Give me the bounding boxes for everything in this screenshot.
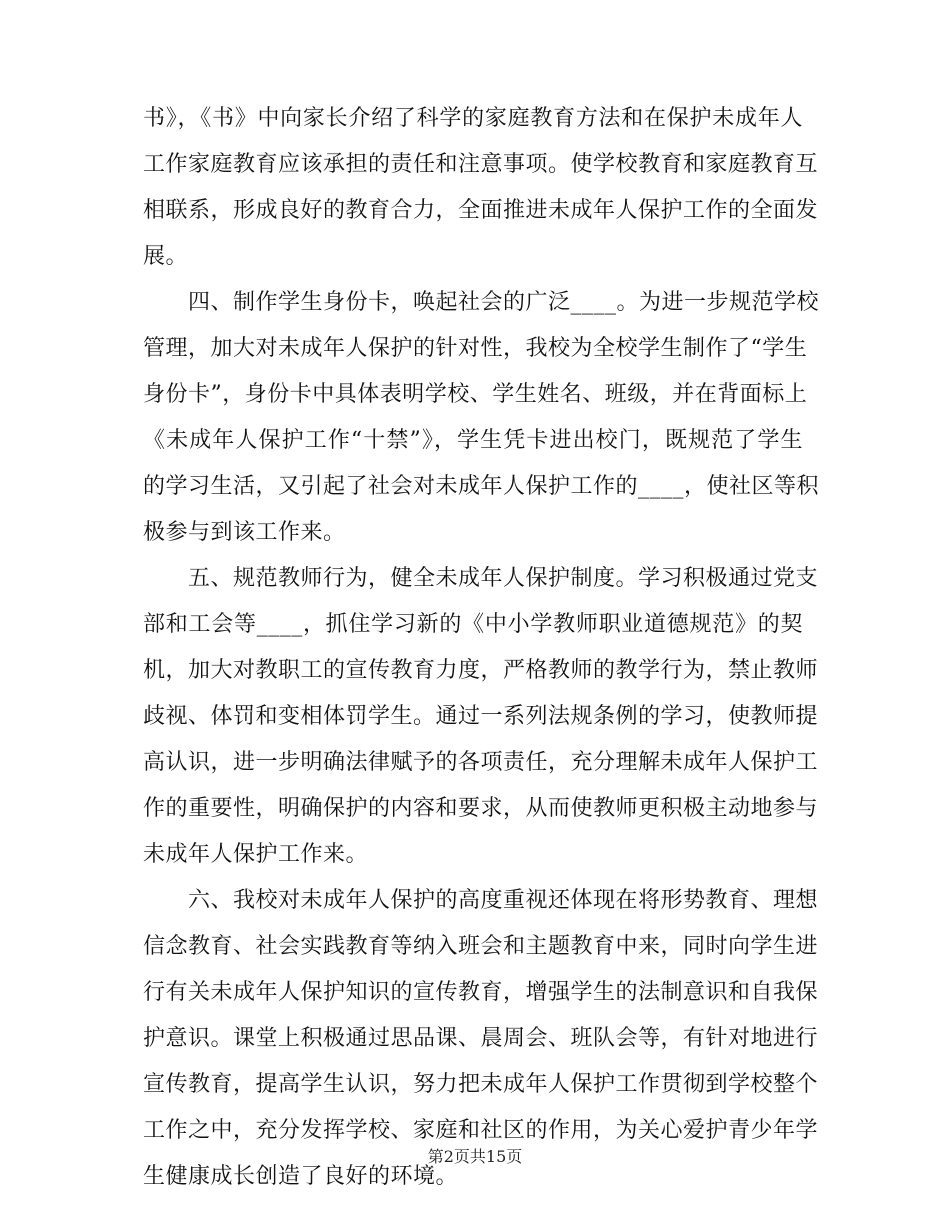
text-line: 机，加大对教职工的宣传教育力度，严格教师的教学行为，禁止教师 xyxy=(143,658,819,683)
text-line: 行有关未成年人保护知识的宣传教育，增强学生的法制意识和自我保 xyxy=(143,980,819,1005)
text-line: 宣传教育，提高学生认识，努力把未成年人保护工作贯彻到学校整个 xyxy=(143,1072,819,1097)
text-line: 六、我校对未成年人保护的高度重视还体现在将形势教育、理想 xyxy=(143,888,819,913)
page-number-footer: 第2页共15页 xyxy=(427,1147,523,1166)
text-line: 管理，加大对未成年人保护的针对性，我校为全校学生制作了“学生 xyxy=(143,336,808,361)
paragraph-section-4 xyxy=(143,280,820,556)
text-line: 五、规范教师行为，健全未成年人保护制度。学习积极通过党支 xyxy=(143,566,819,591)
text-line: 生健康成长创造了良好的环境。 xyxy=(143,1164,459,1189)
text-line: 《未成年人保护工作“十禁”》，学生凭卡进出校门，既规范了学生 xyxy=(143,428,803,453)
text-line: 工作之中，充分发挥学校、家庭和社区的作用，为关心爱护青少年学 xyxy=(143,1118,819,1143)
text-line: 部和工会等____，抓住学习新的《中小学教师职业道德规范》的契 xyxy=(143,612,803,637)
paragraph-section-5 xyxy=(143,556,819,878)
text-line: 展。 xyxy=(143,244,189,269)
body-text xyxy=(143,96,820,1200)
text-line: 四、制作学生身份卡，唤起社会的广泛____。为进一步规范学校 xyxy=(143,290,820,315)
text-line: 信念教育、社会实践教育等纳入班会和主题教育中来，同时向学生进 xyxy=(143,934,819,959)
text-line: 相联系，形成良好的教育合力，全面推进未成年人保护工作的全面发 xyxy=(143,198,819,223)
text-line: 未成年人保护工作来。 xyxy=(143,842,369,867)
text-line: 的学习生活，又引起了社会对未成年人保护工作的____，使社区等积 xyxy=(143,474,820,499)
text-line: 作的重要性，明确保护的内容和要求，从而使教师更积极主动地参与 xyxy=(143,796,819,821)
paragraph-1 xyxy=(143,96,819,280)
text-line: 工作家庭教育应该承担的责任和注意事项。使学校教育和家庭教育互 xyxy=(143,152,819,177)
text-line: 身份卡”，身份卡中具体表明学校、学生姓名、班级，并在背面标上 xyxy=(143,382,808,407)
text-line: 歧视、体罚和变相体罚学生。通过一系列法规条例的学习，使教师提 xyxy=(143,704,819,729)
text-line: 护意识。课堂上积极通过思品课、晨周会、班队会等，有针对地进行 xyxy=(143,1026,819,1051)
text-line: 书》，《书》中向家长介绍了科学的家庭教育方法和在保护未成年人 xyxy=(143,106,803,131)
text-line: 极参与到该工作来。 xyxy=(143,520,346,545)
text-line: 高认识，进一步明确法律赋予的各项责任，充分理解未成年人保护工 xyxy=(143,750,819,775)
